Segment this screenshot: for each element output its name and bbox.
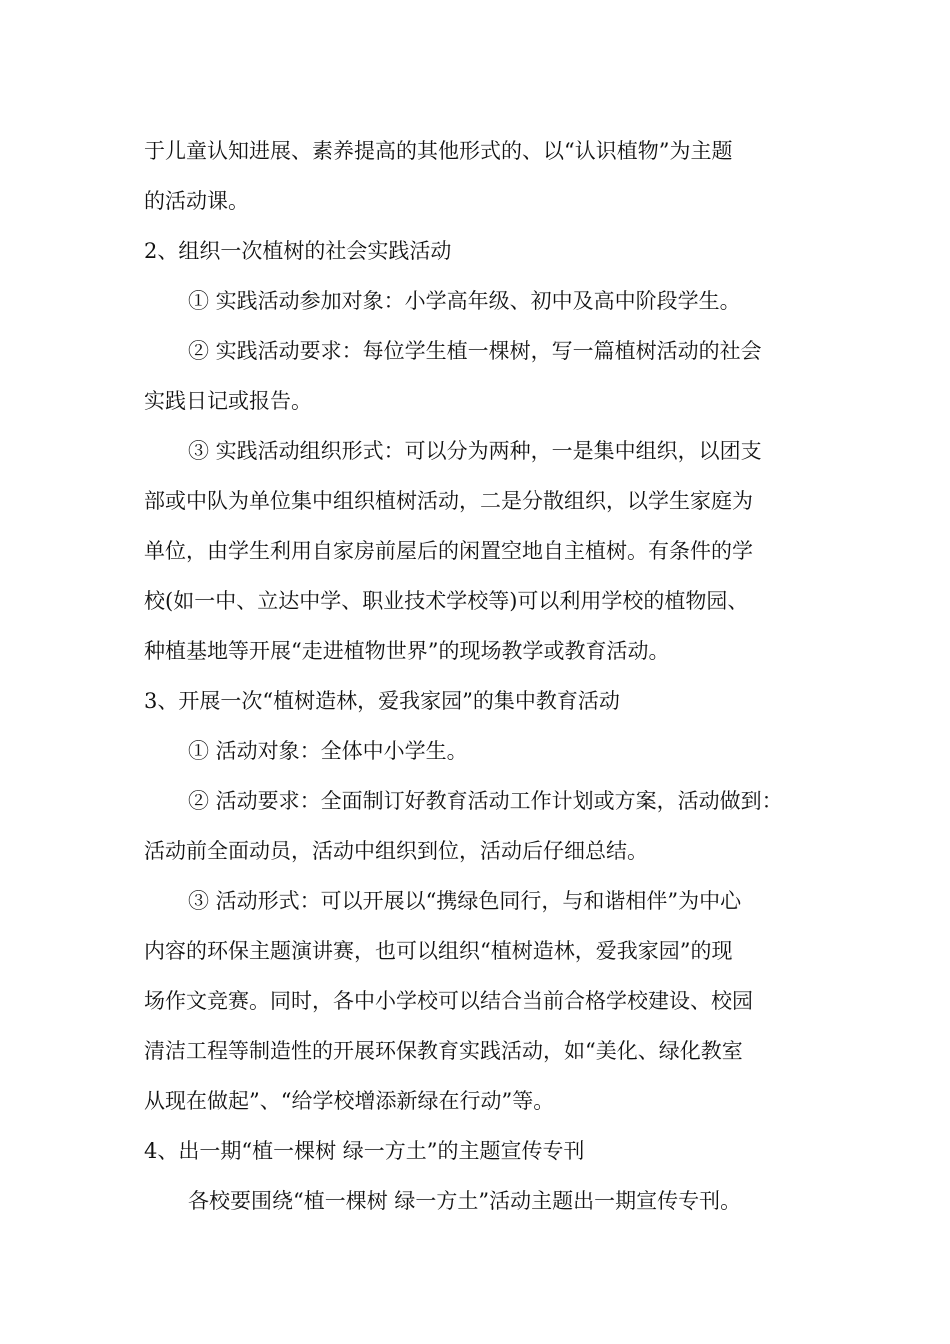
item-participants: ① 实践活动参加对象：小学高年级、初中及高中阶段学生。 (188, 289, 741, 313)
paragraph-line: 的活动课。 (144, 189, 249, 213)
paragraph-line: 于儿童认知进展、素养提高的其他形式的、以“认识植物”为主题 (144, 139, 733, 163)
paragraph-line: 从现在做起”、“给学校增添新绿在行动”等。 (144, 1089, 555, 1113)
section-heading-2: 2、组织一次植树的社会实践活动 (144, 239, 452, 263)
paragraph-line: 场作文竞赛。同时，各中小学校可以结合当前合格学校建设、校园 (144, 989, 753, 1013)
section-heading-4: 4、出一期“植一棵树 绿一方土”的主题宣传专刊 (144, 1139, 585, 1163)
item-audience: ① 活动对象：全体中小学生。 (188, 739, 468, 763)
paragraph-line: 实践日记或报告。 (144, 389, 312, 413)
paragraph-line: 单位，由学生利用自家房前屋后的闲置空地自主植树。有条件的学 (144, 539, 753, 563)
paragraph-line: 清洁工程等制造性的开展环保教育实践活动，如“美化、绿化教室 (144, 1039, 743, 1063)
paragraph-line: 内容的环保主题演讲赛，也可以组织“植树造林，爱我家园”的现 (144, 939, 733, 963)
paragraph-line: 活动前全面动员，活动中组织到位，活动后仔细总结。 (144, 839, 648, 863)
section-heading-3: 3、开展一次“植树造林，爱我家园”的集中教育活动 (144, 689, 620, 713)
paragraph-line: 部或中队为单位集中组织植树活动，二是分散组织，以学生家庭为 (144, 489, 753, 513)
paragraph-line: 校(如一中、立达中学、职业技术学校等)可以利用学校的植物园、 (144, 589, 749, 613)
paragraph-line: 种植基地等开展“走进植物世界”的现场教学或教育活动。 (144, 639, 670, 663)
item-activity-requirements: ② 活动要求：全面制订好教育活动工作计划或方案，活动做到： (188, 789, 783, 813)
item-requirements: ② 实践活动要求：每位学生植一棵树，写一篇植树活动的社会 (188, 339, 762, 363)
paragraph-line: 各校要围绕“植一棵树 绿一方土”活动主题出一期宣传专刊。 (188, 1189, 742, 1213)
item-activity-format: ③ 活动形式：可以开展以“携绿色同行，与和谐相伴”为中心 (188, 889, 742, 913)
item-format: ③ 实践活动组织形式：可以分为两种，一是集中组织，以团支 (188, 439, 762, 463)
